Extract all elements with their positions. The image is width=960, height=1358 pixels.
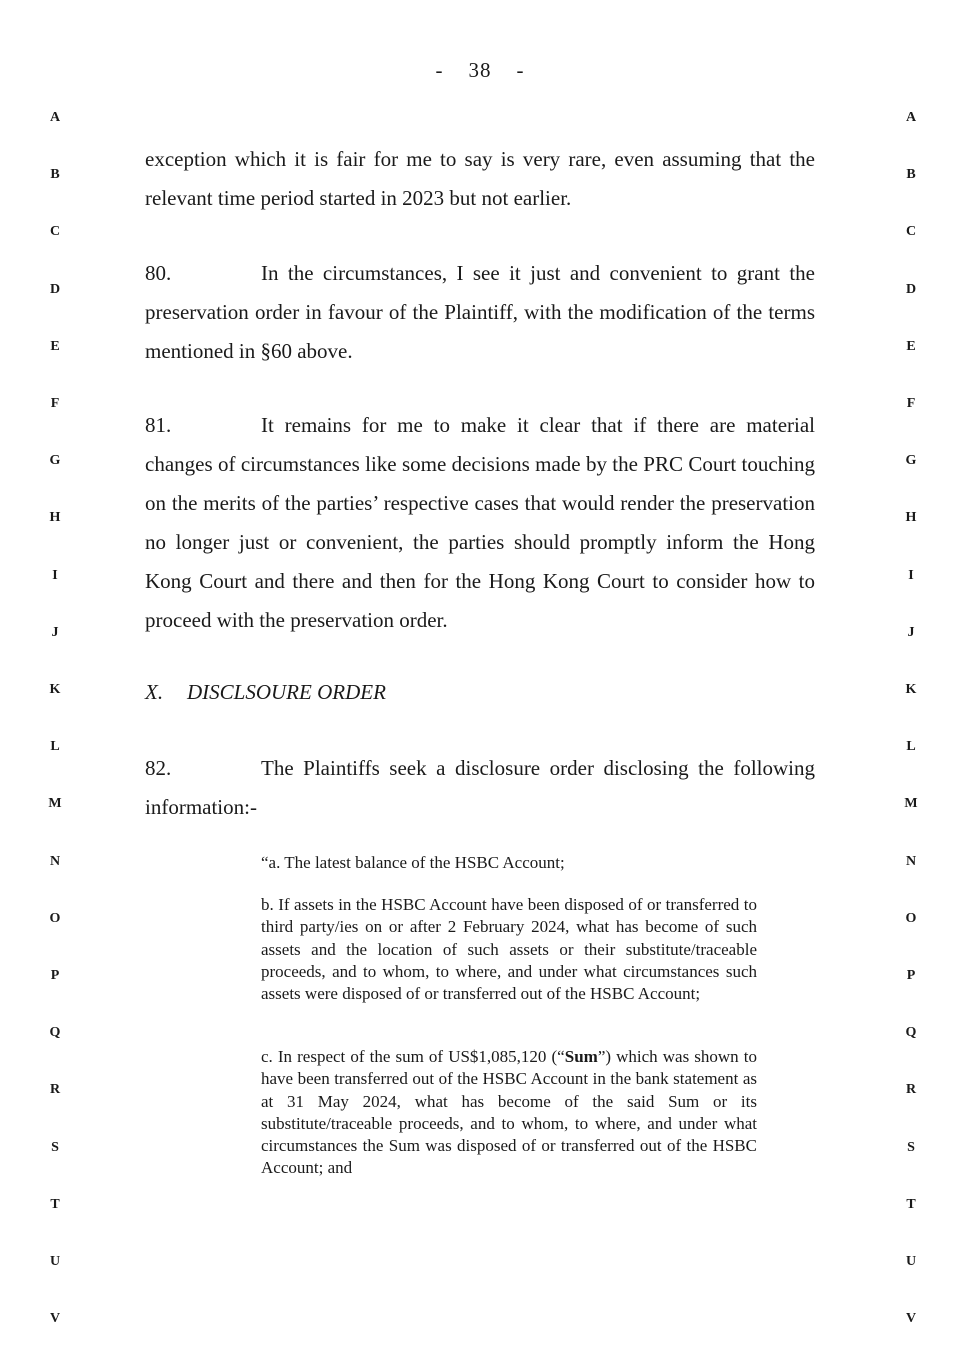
right-margin-letter-p: P — [906, 968, 916, 983]
paragraph-80-text: In the circumstances, I see it just and convenient to grant the preservation order in favour of the Plaintiff, with the modification of the terms mentioned in §60 above. — [145, 261, 815, 363]
left-margin-letter-k: K — [49, 682, 61, 697]
page-number — [0, 58, 960, 83]
right-margin-letter-d: D — [905, 281, 917, 297]
left-margin-letter-e: E — [50, 338, 60, 354]
section-heading-title: DISCLSOURE ORDER — [187, 680, 386, 704]
left-margin-letter-l: L — [50, 739, 60, 755]
right-margin-letter-a: A — [905, 110, 917, 125]
right-margin-letter-f: F — [906, 396, 916, 411]
page-number-dash-left: - — [435, 58, 444, 82]
left-margin-letter-q: Q — [49, 1025, 61, 1041]
right-margin-letter-u: U — [905, 1254, 917, 1269]
left-margin-letter-h: H — [49, 510, 61, 526]
left-margin-letter-v: V — [49, 1311, 61, 1327]
right-margin-letter-e: E — [906, 338, 916, 354]
quote-item-a: “a. The latest balance of the HSBC Account; — [261, 853, 565, 872]
right-margin-letter-s: S — [907, 1139, 915, 1155]
quote-item-b: b. If assets in the HSBC Account have been disposed of or transferred to third party/ies on or after 2 February 2024, what has become of such assets and the location of such assets or their substitute/traceable proceeds, and to whom, to where, and under what circumstances such assets were disposed of or transferred out of the HSBC Account; — [261, 895, 757, 1004]
left-margin-letter-m: M — [48, 796, 62, 812]
quote-item-c-pre: c. In respect of the sum of US$1,085,120 (“ — [261, 1047, 565, 1066]
left-margin-letter-b: B — [50, 167, 60, 183]
left-margin-letter-r: R — [49, 1082, 61, 1098]
left-margin-letter-d: D — [49, 281, 61, 297]
right-margin-letter-k: K — [905, 682, 917, 697]
left-margin-letter-g: G — [49, 453, 61, 469]
quote-item-c-bold: Sum — [564, 1047, 598, 1066]
paragraph-80 — [145, 254, 815, 371]
right-margin-letters — [896, 0, 926, 1358]
left-margin-letter-a: A — [49, 110, 61, 125]
left-margin-letter-c: C — [49, 224, 61, 240]
paragraph-80-number: 80. — [145, 261, 172, 285]
left-margin-letter-o: O — [49, 910, 61, 926]
left-margin-letter-s: S — [51, 1139, 59, 1155]
right-margin-letter-g: G — [905, 453, 917, 469]
right-margin-letter-h: H — [905, 510, 917, 526]
right-margin-letter-q: Q — [905, 1025, 917, 1041]
right-margin-letter-l: L — [906, 739, 916, 755]
left-margin-letter-u: U — [49, 1254, 61, 1269]
paragraph-81-number: 81. — [145, 413, 172, 437]
paragraph-81-text: It remains for me to make it clear that if there are material changes of circumstances like some decisions made by the PRC Court touching on the merits of the parties’ respective cases that would render the preservation no longer just or convenient, the parties should promptly inform the Hong Kong Court and there and then for the Hong Kong Court to consider how to proceed with the preservation order. — [145, 413, 815, 632]
right-margin-letter-r: R — [905, 1082, 917, 1098]
right-margin-letter-o: O — [905, 910, 917, 926]
right-margin-letter-n: N — [905, 853, 917, 869]
paragraph-continuation: exception which it is fair for me to say is very rare, even assuming that the relevant time period started in 2023 but not earlier. — [145, 147, 815, 210]
section-heading — [145, 680, 386, 705]
left-margin-letters — [40, 0, 70, 1358]
right-margin-letter-v: V — [905, 1311, 917, 1327]
page-number-value: 38 — [468, 58, 492, 82]
section-heading-number: X. — [145, 680, 164, 704]
right-margin-letter-b: B — [906, 167, 916, 183]
quote-item-c-post: ”) which was shown to have been transferred out of the HSBC Account in the bank statement as at 31 May 2024, what has become of the said Sum or its substitute/traceable proceeds, and to whom, to where, and under what circumstances the Sum was disposed of or transferred out of the HSBC Account; and — [261, 1047, 757, 1178]
right-margin-letter-j: J — [907, 624, 915, 640]
left-margin-letter-n: N — [49, 853, 61, 869]
left-margin-letter-p: P — [50, 968, 60, 983]
right-margin-letter-c: C — [905, 224, 917, 240]
quote-item-c — [261, 1046, 757, 1180]
right-margin-letter-t: T — [906, 1196, 916, 1212]
paragraph-82 — [145, 749, 815, 827]
page-number-dash-right: - — [516, 58, 525, 82]
left-margin-letter-t: T — [50, 1196, 60, 1212]
paragraph-82-number: 82. — [145, 756, 172, 780]
right-margin-letter-i: I — [908, 567, 914, 583]
paragraph-81 — [145, 406, 815, 640]
paragraph-82-text: The Plaintiffs seek a disclosure order disclosing the following information:- — [145, 756, 815, 819]
left-margin-letter-f: F — [50, 396, 60, 411]
left-margin-letter-i: I — [52, 567, 58, 583]
right-margin-letter-m: M — [904, 796, 918, 812]
left-margin-letter-j: J — [51, 624, 59, 640]
